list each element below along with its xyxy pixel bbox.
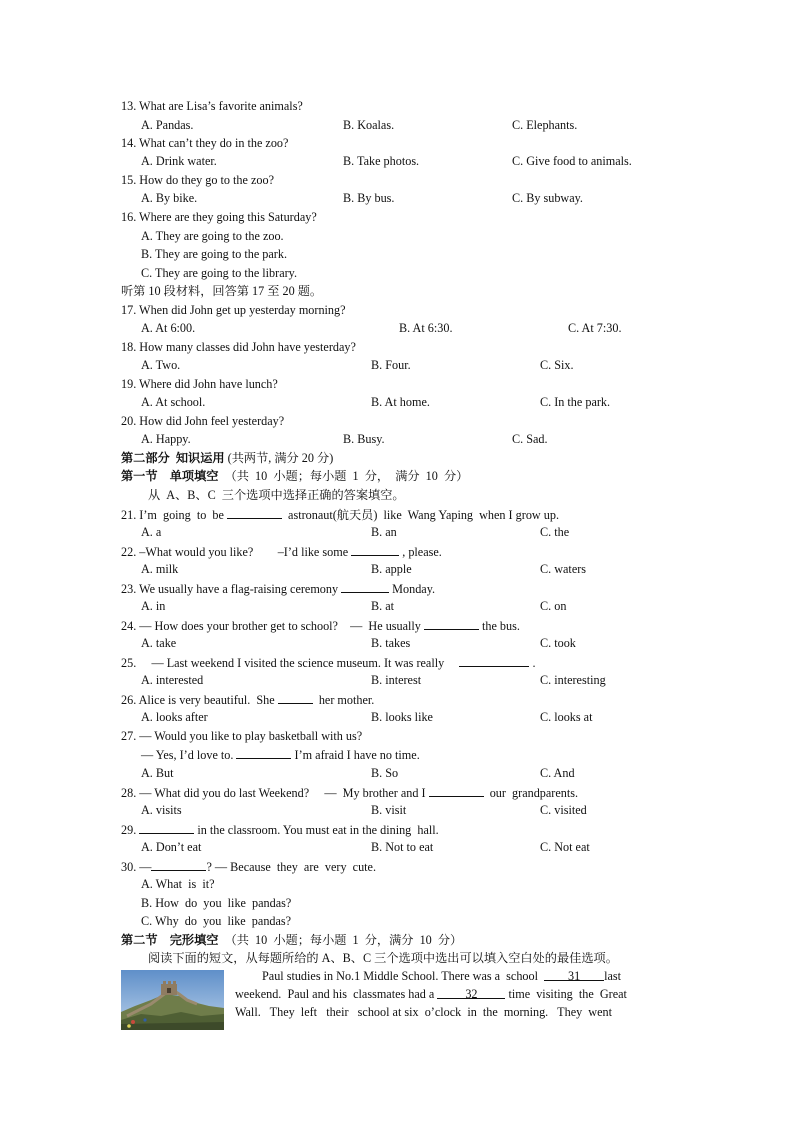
option-a: A. Pandas. <box>141 118 194 132</box>
passage-text: Paul studies in No.1 Middle School. There was a school <box>262 969 538 983</box>
option-c: C. At 7:30. <box>568 321 622 335</box>
option-c: C. Not eat <box>540 840 590 854</box>
option-b: B. Busy. <box>343 432 385 446</box>
question-text: 26. Alice is very beautiful. She <box>121 693 275 707</box>
part-2-note: (共两节, 满分 20 分) <box>224 451 334 465</box>
question-text: I’m afraid I have no time. <box>291 748 420 762</box>
option-b: B. At 6:30. <box>399 321 453 335</box>
option-b: B. Take photos. <box>343 154 420 168</box>
question-text: 25. — Last weekend I visited the science museum. It was really <box>121 656 445 670</box>
option-c: C. visited <box>540 803 587 817</box>
question-25 <box>121 654 536 671</box>
option-c: C. Elephants. <box>512 118 578 132</box>
option-c: C. interesting <box>540 673 606 687</box>
option-a: A. interested <box>141 673 204 687</box>
option-a: A. They are going to the zoo. <box>141 229 284 243</box>
option-c: C. waters <box>540 562 587 576</box>
answer-blank <box>429 784 484 797</box>
question-23 <box>121 580 435 597</box>
option-a: A. But <box>141 766 174 780</box>
passage-line-1 <box>262 968 621 984</box>
passage-line-2 <box>235 986 627 1002</box>
option-c: C. They are going to the library. <box>141 266 298 280</box>
section-2-heading <box>121 932 462 948</box>
option-b: B. At home. <box>371 395 430 409</box>
option-b: B. looks like <box>371 710 433 724</box>
option-a: A. Happy. <box>141 432 191 446</box>
option-a: A. visits <box>141 803 182 817</box>
question-19: 19. Where did John have lunch? <box>121 377 278 391</box>
option-c: C. In the park. <box>540 395 611 409</box>
cloze-blank-31: 31 <box>544 968 604 981</box>
passage-text: time visiting the Great <box>508 987 627 1001</box>
option-b: B. apple <box>371 562 412 576</box>
answer-blank <box>227 506 282 519</box>
question-text: 28. — What did you do last Weekend? — My brother and I <box>121 786 426 800</box>
passage-text: weekend. Paul and his classmates had a <box>235 987 435 1001</box>
section-1-title: 第一节 单项填空 <box>121 469 219 483</box>
question-text: in the classroom. You must eat in the dining hall. <box>194 823 439 837</box>
question-text: her mother. <box>312 693 375 707</box>
cloze-blank-32: 32 <box>437 986 505 999</box>
option-c: C. looks at <box>540 710 593 724</box>
option-a: A. Two. <box>141 358 181 372</box>
section-2-instruction: 阅读下面的短文，从每题所给的 A、B、C 三个选项中选出可以填入空白处的最佳选项。 <box>148 951 618 965</box>
question-17: 17. When did John get up yesterday morning? <box>121 303 346 317</box>
question-text: 30. — <box>121 860 152 874</box>
option-b: B. They are going to the park. <box>141 247 287 261</box>
option-b: B. Not to eat <box>371 840 434 854</box>
listening-instruction: 听第 10 段材料，回答第 17 至 20 题。 <box>121 284 323 298</box>
question-16: 16. Where are they going this Saturday? <box>121 210 317 224</box>
option-b: B. By bus. <box>343 191 395 205</box>
passage-text: last <box>604 969 622 983</box>
option-b: B. an <box>371 525 397 539</box>
option-a: A. At school. <box>141 395 206 409</box>
option-a: A. Don’t eat <box>141 840 202 854</box>
option-c: C. By subway. <box>512 191 583 205</box>
question-text: ? — Because they are very cute. <box>206 860 376 874</box>
passage-line-3: Wall. They left their school at six o’clock in the morning. They went <box>235 1005 612 1019</box>
question-text: . <box>529 656 536 670</box>
question-18: 18. How many classes did John have yesterday? <box>121 340 356 354</box>
question-27: 27. — Would you like to play basketball with us? <box>121 729 363 743</box>
question-28 <box>121 784 578 801</box>
option-b: B. How do you like pandas? <box>141 896 292 910</box>
option-b: B. visit <box>371 803 407 817</box>
option-a: A. looks after <box>141 710 208 724</box>
option-b: B. interest <box>371 673 422 687</box>
question-text: — Yes, I’d love to. <box>141 748 234 762</box>
option-c: C. on <box>540 599 567 613</box>
answer-blank <box>139 821 194 834</box>
question-27-reply <box>141 746 420 763</box>
question-26 <box>121 691 374 708</box>
section-1-note: （共 10 小题；每小题 1 分， 满分 10 分） <box>218 469 469 483</box>
question-21 <box>121 506 559 523</box>
question-text: our grandparents. <box>483 786 579 800</box>
section-2-title: 第二节 完形填空 <box>121 933 219 947</box>
part-2-heading <box>121 450 333 466</box>
option-c: C. Give food to animals. <box>512 154 632 168</box>
option-a: A. What is it? <box>141 877 215 891</box>
question-text: , please. <box>399 545 442 559</box>
option-b: B. Koalas. <box>343 118 395 132</box>
question-22 <box>121 543 442 560</box>
option-c: C. Sad. <box>512 432 548 446</box>
answer-blank <box>236 746 291 759</box>
question-text: 23. We usually have a flag-raising ceremony <box>121 582 339 596</box>
question-text: Monday. <box>389 582 436 596</box>
option-a: A. in <box>141 599 166 613</box>
section-2-note: （共 10 小题；每小题 1 分，满分 10 分） <box>218 933 463 947</box>
question-13: 13. What are Lisa’s favorite animals? <box>121 99 303 113</box>
part-2-title: 第二部分 知识运用 <box>121 451 225 465</box>
option-c: C. took <box>540 636 576 650</box>
option-a: A. Drink water. <box>141 154 217 168</box>
option-a: A. By bike. <box>141 191 198 205</box>
answer-blank <box>341 580 389 593</box>
question-text: 24. — How does your brother get to school? — He usually <box>121 619 421 633</box>
option-c: C. the <box>540 525 570 539</box>
question-text: the bus. <box>478 619 520 633</box>
option-a: A. milk <box>141 562 179 576</box>
section-1-heading <box>121 468 468 484</box>
answer-blank <box>151 858 206 871</box>
question-15: 15. How do they go to the zoo? <box>121 173 274 187</box>
question-text: 21. I’m going to be <box>121 508 224 522</box>
great-wall-photo <box>121 970 224 1030</box>
option-b: B. takes <box>371 636 411 650</box>
answer-blank <box>459 654 529 667</box>
option-a: A. take <box>141 636 177 650</box>
question-30 <box>121 858 376 875</box>
question-29 <box>121 821 439 838</box>
question-20: 20. How did John feel yesterday? <box>121 414 285 428</box>
option-c: C. Why do you like pandas? <box>141 914 292 928</box>
answer-blank <box>424 617 479 630</box>
question-14: 14. What can’t they do in the zoo? <box>121 136 289 150</box>
question-24 <box>121 617 520 634</box>
question-text: 22. –What would you like? –I’d like some <box>121 545 349 559</box>
option-a: A. At 6:00. <box>141 321 196 335</box>
option-c: C. And <box>540 766 575 780</box>
option-b: B. Four. <box>371 358 411 372</box>
section-1-instruction: 从 A、B、C 三个选项中选择正确的答案填空。 <box>148 488 405 502</box>
option-c: C. Six. <box>540 358 574 372</box>
option-b: B. at <box>371 599 395 613</box>
answer-blank <box>278 691 313 704</box>
option-a: A. a <box>141 525 162 539</box>
question-text: 29. <box>121 823 137 837</box>
question-text: astronaut(航天员) like Wang Yaping when I grow up. <box>281 508 559 522</box>
option-b: B. So <box>371 766 399 780</box>
answer-blank <box>351 543 399 556</box>
